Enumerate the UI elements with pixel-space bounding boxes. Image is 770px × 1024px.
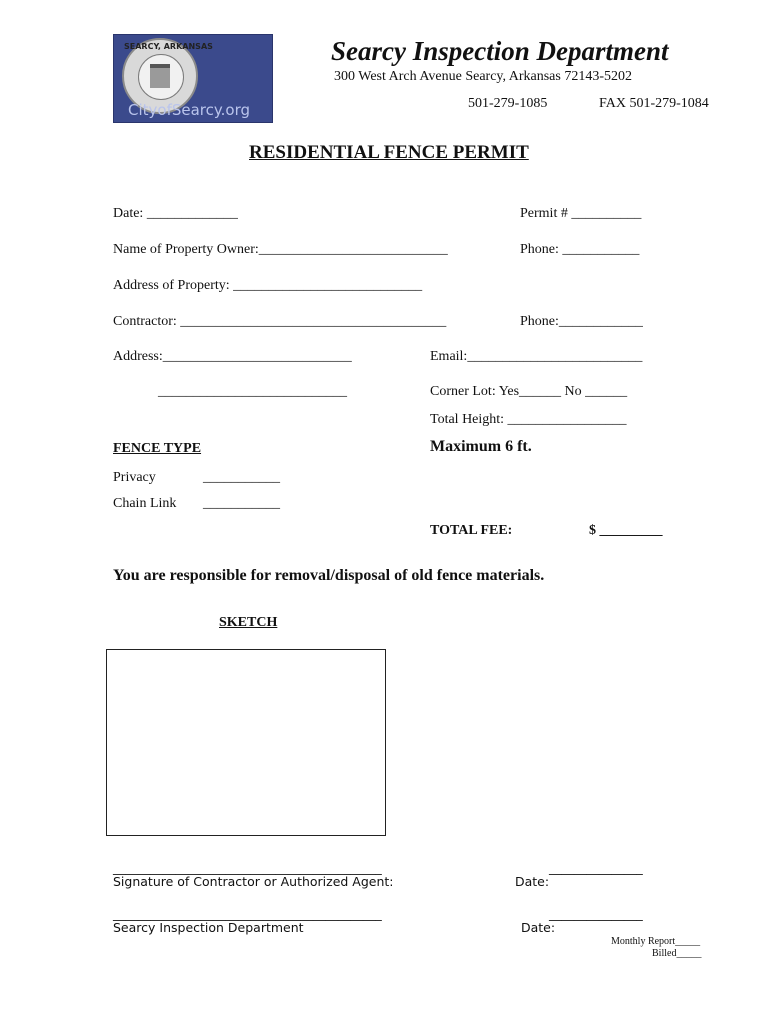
contractor-address-field[interactable]: Address:___________________________ <box>113 349 352 364</box>
department-signature-line[interactable]: ___________________________________________ <box>113 906 382 921</box>
signature-date-label-1: Date: <box>515 874 550 889</box>
sketch-label: SKETCH <box>219 615 278 630</box>
removal-notice: You are responsible for removal/disposal of old fence materials. <box>113 567 545 584</box>
chain-link-label: Chain Link <box>113 496 177 511</box>
department-fax: FAX 501-279-1084 <box>599 96 709 111</box>
email-field[interactable]: Email:_________________________ <box>430 349 643 364</box>
city-logo <box>113 34 273 123</box>
signature-date-label-2: Date: <box>521 920 556 935</box>
department-address: 300 West Arch Avenue Searcy, Arkansas 72143-5202 <box>334 69 632 84</box>
sketch-area[interactable] <box>106 649 386 836</box>
owner-name-field[interactable]: Name of Property Owner:___________________________ <box>113 242 448 257</box>
contractor-phone-field[interactable]: Phone:____________ <box>520 314 643 329</box>
fence-type-heading: FENCE TYPE <box>113 441 202 456</box>
signature-date-line-2[interactable]: _______________ <box>549 906 643 921</box>
privacy-input[interactable]: ___________ <box>203 470 280 485</box>
date-field[interactable]: Date: _____________ <box>113 206 238 221</box>
total-height-field[interactable]: Total Height: _________________ <box>430 412 627 427</box>
max-height-note: Maximum 6 ft. <box>430 438 532 455</box>
department-phone: 501-279-1085 <box>468 96 548 111</box>
corner-lot-field[interactable]: Corner Lot: Yes______ No ______ <box>430 384 628 399</box>
permit-number-field[interactable]: Permit # __________ <box>520 206 642 221</box>
form-title: RESIDENTIAL FENCE PERMIT <box>249 142 529 163</box>
seal-ring-text: SEARCY, ARKANSAS <box>124 42 213 51</box>
chain-link-input[interactable]: ___________ <box>203 496 280 511</box>
billed-field[interactable]: Billed_____ <box>652 948 702 959</box>
total-fee-label: TOTAL FEE: <box>430 523 513 538</box>
privacy-label: Privacy <box>113 470 156 485</box>
total-fee-input[interactable]: $ _________ <box>589 523 663 538</box>
department-signature-label: Searcy Inspection Department <box>113 920 304 935</box>
monthly-report-field[interactable]: Monthly Report_____ <box>611 936 701 947</box>
contractor-signature-label: Signature of Contractor or Authorized Agent: <box>113 874 394 889</box>
contractor-address-line2[interactable]: ___________________________ <box>158 384 347 399</box>
contractor-signature-line[interactable]: ___________________________________________ <box>113 860 382 875</box>
logo-url: CityofSearcy.org <box>128 101 250 119</box>
property-address-field[interactable]: Address of Property: ___________________________ <box>113 278 423 293</box>
signature-date-line-1[interactable]: _______________ <box>549 860 643 875</box>
owner-phone-field[interactable]: Phone: ___________ <box>520 242 640 257</box>
contractor-field[interactable]: Contractor: ______________________________________ <box>113 314 447 329</box>
department-title: Searcy Inspection Department <box>331 36 669 66</box>
